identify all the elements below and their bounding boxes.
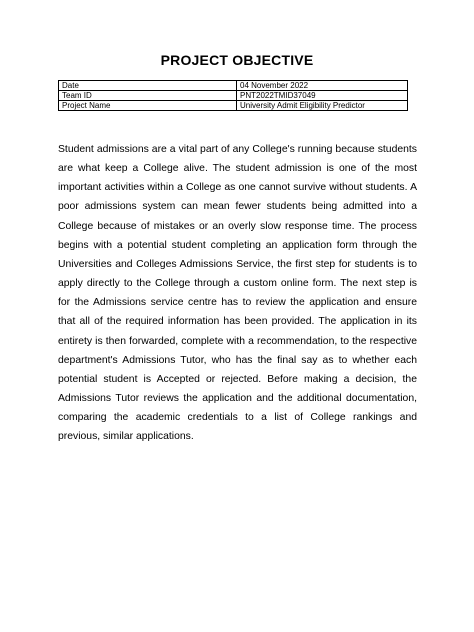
page-title: PROJECT OBJECTIVE <box>160 52 314 68</box>
date-label: Date <box>59 81 237 91</box>
project-info-table <box>58 80 408 111</box>
table-row-project-name <box>59 101 408 111</box>
project-name-value: University Admit Eligibility Predictor <box>237 101 408 111</box>
date-value: 04 November 2022 <box>237 81 408 91</box>
team-id-label: Team ID <box>59 91 237 101</box>
table-row-team-id <box>59 91 408 101</box>
project-name-label: Project Name <box>59 101 237 111</box>
team-id-value: PNT2022TMID37049 <box>237 91 408 101</box>
table-row-date <box>59 81 408 91</box>
objective-paragraph: Student admissions are a vital part of any College's running because students are what keep a College alive. The student admission is one of the most important activities within a College as one cannot survive without students. A poor admissions system can mean fewer students being admitted into a College because of mistakes or an overly slow response time. The process begins with a potential student completing an application form through the Universities and Colleges Admissions Service, the first step for students is to apply directly to the College through a custom online form. The next step is for the Admissions service centre has to review the application and ensure that all of the required information has been provided. The application in its entirety is then forwarded, complete with a recommendation, to the respective department's Admissions Tutor, who has the final say as to whether each potential student is Accepted or rejected. Before making a decision, the Admissions Tutor reviews the application and the additional documentation, comparing the academic credentials to a list of College rankings and previous, similar applications. <box>58 144 417 443</box>
